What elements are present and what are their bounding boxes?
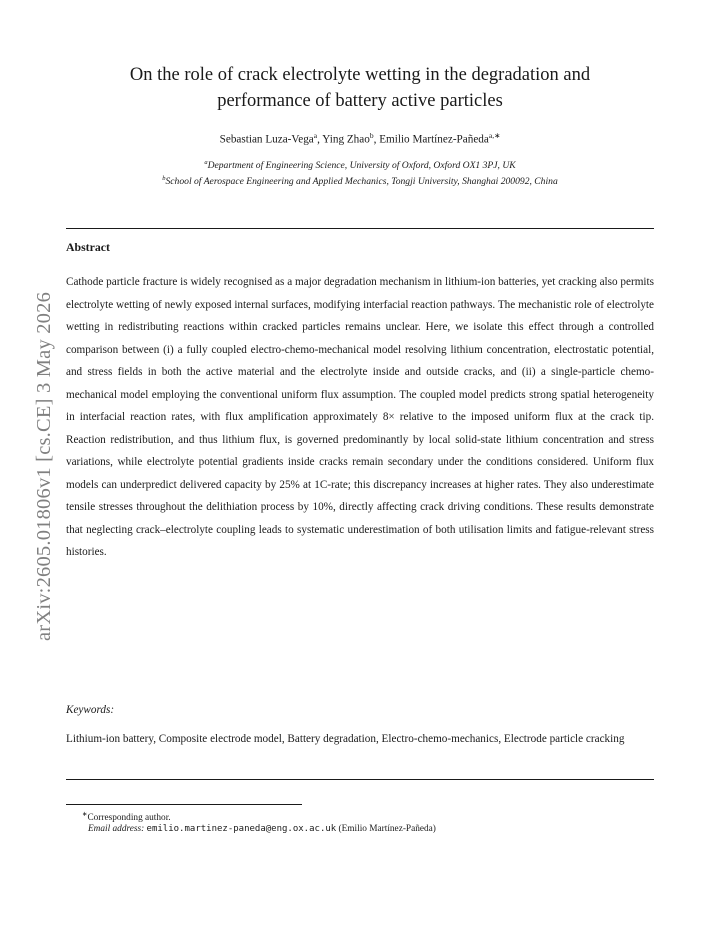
affiliation-mark: a — [204, 159, 208, 166]
author-name: Sebastian Luza-Vega — [219, 133, 314, 146]
paper-title-line-1: On the role of crack electrolyte wetting in the degradation and — [129, 65, 591, 85]
author-affiliation-mark: a,∗ — [488, 131, 501, 140]
affiliation-text: School of Aerospace Engineering and Applied Mechanics, Tongji University, Shanghai 200092, China — [165, 176, 558, 188]
paper-title — [80, 62, 640, 114]
author-name: Emilio Martínez-Pañeda — [379, 133, 489, 146]
affiliation-text: Department of Engineering Science, University of Oxford, Oxford OX1 3PJ, UK — [207, 160, 516, 172]
footnote-corresponding-text: Corresponding author. — [87, 813, 171, 824]
affiliation-b — [40, 175, 680, 187]
paper-title-line-2: performance of battery active particles — [217, 91, 503, 111]
author-name: Ying Zhao — [322, 133, 370, 146]
footnote-email — [88, 824, 436, 834]
email-owner: (Emilio Martínez-Pañeda) — [338, 824, 436, 834]
email-label: Email address: — [88, 824, 145, 834]
footnote-rule — [66, 804, 302, 805]
footnote-mark: ∗ — [82, 811, 88, 818]
abstract-bottom-rule — [66, 779, 654, 780]
keywords-text: Lithium-ion battery, Composite electrode model, Battery degradation, Electro-chemo-mechanics, Electrode particle cracking — [66, 733, 625, 745]
email-address-link[interactable]: emilio.martinez-paneda@eng.ox.ac.uk — [146, 824, 337, 834]
author-affiliation-mark: a — [313, 131, 318, 140]
footnote-corresponding — [82, 810, 171, 823]
author-affiliation-mark: b — [369, 131, 374, 140]
keywords-heading: Keywords: — [66, 704, 115, 716]
author-list: Sebastian Luza-Vega$^a$, Ying Zhao$^b$, Emilio Martínez-Pañeda$^{a,∗}$ — [219, 131, 501, 146]
arxiv-identifier-stamp: arXiv:2605.01806v1 [cs.CE] 3 May 2026 — [33, 291, 55, 641]
abstract-top-rule — [66, 228, 654, 229]
abstract-heading: Abstract — [66, 240, 110, 254]
affiliation-mark: b — [162, 175, 166, 182]
abstract-text: Cathode particle fracture is widely recognised as a major degradation mechanism in lithium-ion batteries, yet cracking also permits electrolyte wetting of newly exposed internal surfaces, modifying interfacial reaction pathways. The mechanistic role of electrolyte wetting in redistributing reactions within cracked particles remains unclear. Here, we isolate this effect through a controlled comparison between (i) a fully coupled electro-chemo-mechanical model resolving lithium concentration, electrostatic potential, and stress fields in both the active material and the electrolyte inside and outside cracks, and (ii) a single-particle chemo-mechanical model employing the conventional uniform flux assumption. The coupled model predicts strong spatial heterogeneity in interfacial reaction rates, with flux amplification approximately 8× relative to the imposed uniform flux at the crack tip. Reaction redistribution, and thus lithium flux, is governed predominantly by local solid-state lithium concentration and stress variations, while electrolyte potential gradients inside cracks remain secondary under the conditions considered. Uniform flux models can underpredict delivered capacity by 25% at 1C-rate; this discrepancy increases at higher rates. They also underestimate tensile stresses throughout the delithiation process by 10%, directly affecting crack driving conditions. These results demonstrate that neglecting crack–electrolyte coupling leads to systematic underestimation of both utilisation limits and fatigue-relevant stress histories. — [66, 276, 654, 558]
affiliation-a — [40, 159, 680, 171]
